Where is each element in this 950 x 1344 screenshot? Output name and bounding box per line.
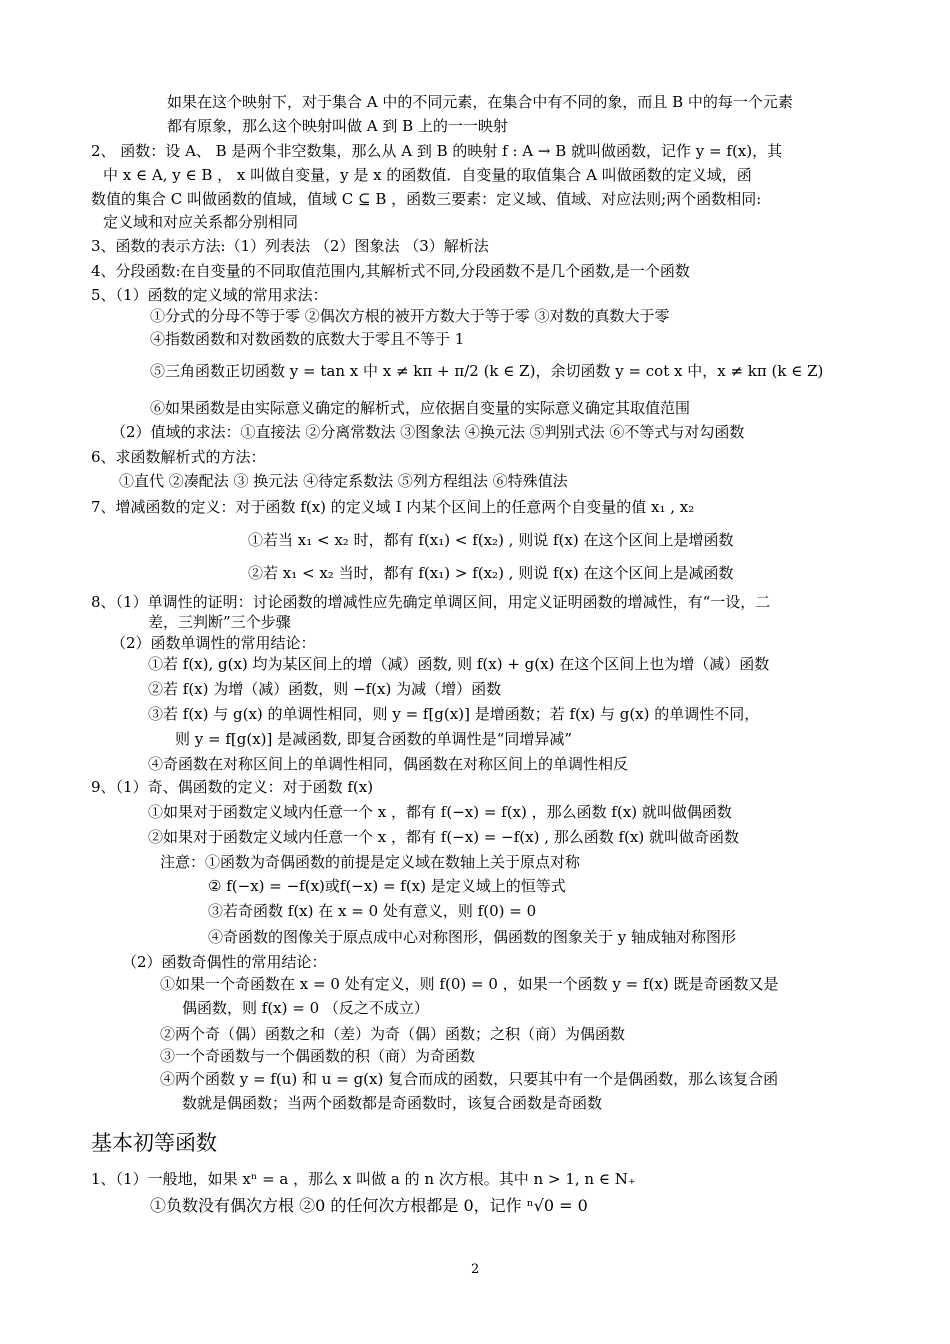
text-line: ③若 f(x) 与 g(x) 的单调性相同，则 y = f[g(x)] 是增函数；若 f(x) 与 g(x) 的单调性不同，: [148, 705, 760, 723]
text-line: ①分式的分母不等于零 ②偶次方根的被开方数大于等于零 ③对数的真数大于零: [150, 307, 670, 325]
text-line: ②若 f(x) 为增（减）函数，则 −f(x) 为减（增）函数: [148, 680, 502, 698]
text-line: ①若 f(x), g(x) 均为某区间上的增（减）函数, 则 f(x) + g(x) 在这个区间上也为增（减）函数: [148, 655, 770, 673]
text-line: 4、分段函数:在自变量的不同取值范围内,其解析式不同,分段函数不是几个函数,是一个函数: [91, 262, 690, 280]
text-line: ①负数没有偶次方根 ②0 的任何次方根都是 0，记作 ⁿ√0 = 0: [150, 1196, 588, 1215]
text-line: ④指数函数和对数函数的底数大于零且不等于 1: [150, 330, 465, 348]
text-line: （2）函数奇偶性的常用结论：: [122, 953, 327, 971]
text-line: ③一个奇函数与一个偶函数的积（商）为奇函数: [160, 1047, 476, 1065]
text-line: ①如果一个奇函数在 x = 0 处有定义，则 f(0) = 0 ，如果一个函数 y = f(x) 既是奇函数又是: [160, 975, 779, 993]
text-line: 则 y = f[g(x)] 是减函数, 即复合函数的单调性是“同增异减”: [175, 730, 573, 748]
section-heading: 基本初等函数: [91, 1131, 217, 1155]
text-line: ②若 x₁ < x₂ 当时，都有 f(x₁) > f(x₂) , 则说 f(x) 在这个区间上是减函数: [248, 564, 734, 582]
text-line: 5、（1）函数的定义域的常用求法：: [91, 286, 328, 304]
text-line: ②两个奇（偶）函数之和（差）为奇（偶）函数；之积（商）为偶函数: [160, 1025, 626, 1043]
text-line: 如果在这个映射下，对于集合 A 中的不同元素，在集合中有不同的象，而且 B 中的每一个元素: [167, 93, 793, 111]
text-line: 中 x ∈ A, y ∈ B ， x 叫做自变量，y 是 x 的函数值．自变量的取值集合 A 叫做函数的定义域，函: [103, 166, 752, 184]
text-line: 1、（1）一般地，如果 xⁿ = a ，那么 x 叫做 a 的 n 次方根。其中 n > 1, n ∈ N₊: [91, 1170, 636, 1188]
text-line: 数就是偶函数；当两个函数都是奇函数时，该复合函数是奇函数: [182, 1094, 603, 1112]
text-line: 6、求函数解析式的方法：: [91, 448, 266, 466]
text-line: ② f(−x) = −f(x)或f(−x) = f(x) 是定义域上的恒等式: [208, 877, 566, 895]
text-line: ④两个函数 y = f(u) 和 u = g(x) 复合而成的函数，只要其中有一个是偶函数，那么该复合函: [160, 1070, 779, 1088]
text-line: 注意：①函数为奇偶函数的前提是定义域在数轴上关于原点对称: [160, 853, 581, 871]
text-line: ⑥如果函数是由实际意义确定的解析式，应依据自变量的实际意义确定其取值范围: [150, 399, 691, 417]
text-line: ①若当 x₁ < x₂ 时，都有 f(x₁) < f(x₂) , 则说 f(x) 在这个区间上是增函数: [248, 531, 734, 549]
text-line: 偶函数，则 f(x) = 0 （反之不成立）: [182, 999, 429, 1017]
text-line: ①直代 ②凑配法 ③ 换元法 ④待定系数法 ⑤列方程组法 ⑥特殊值法: [119, 472, 568, 490]
text-line: 定义域和对应关系都分别相同: [103, 213, 299, 231]
text-line: 9、（1）奇、偶函数的定义：对于函数 f(x): [91, 778, 374, 796]
text-line: 差，三判断”三个步骤: [148, 613, 291, 631]
text-line: 3、函数的表示方法:（1）列表法 （2）图象法 （3）解析法: [91, 237, 489, 255]
text-line: ③若奇函数 f(x) 在 x = 0 处有意义，则 f(0) = 0: [208, 902, 537, 920]
text-line: 7、增减函数的定义：对于函数 f(x) 的定义域 I 内某个区间上的任意两个自变量的值 x₁ , x₂: [91, 498, 695, 516]
text-line: 都有原象，那么这个映射叫做 A 到 B 上的一一映射: [167, 117, 508, 135]
text-line: ①如果对于函数定义域内任意一个 x ，都有 f(−x) = f(x) ，那么函数 f(x) 就叫做偶函数: [148, 803, 732, 821]
text-line: ④奇函数在对称区间上的单调性相同，偶函数在对称区间上的单调性相反: [148, 755, 629, 773]
text-line: （2）值域的求法：①直接法 ②分离常数法 ③图象法 ④换元法 ⑤判别式法 ⑥不等式与对勾函数: [111, 423, 745, 441]
text-line: 8、（1）单调性的证明：讨论函数的增减性应先确定单调区间，用定义证明函数的增减性，有“一设，二: [91, 593, 771, 611]
page-number: 2: [471, 1262, 480, 1277]
text-line: （2）函数单调性的常用结论：: [111, 634, 316, 652]
text-line: 2、 函数：设 A、 B 是两个非空数集，那么从 A 到 B 的映射 f : A → B 就叫做函数，记作 y = f(x)，其: [91, 142, 783, 160]
text-line: ⑤三角函数正切函数 y = tan x 中 x ≠ kπ + π/2 (k ∈ Z)，余切函数 y = cot x 中，x ≠ kπ (k ∈ Z): [150, 362, 824, 380]
text-line: 数值的集合 C 叫做函数的值域，值域 C ⊆ B ，函数三要素：定义域、值域、对应法则;两个函数相同:: [91, 190, 762, 208]
text-line: ④奇函数的图像关于原点成中心对称图形，偶函数的图象关于 y 轴成轴对称图形: [208, 928, 737, 946]
text-line: ②如果对于函数定义域内任意一个 x ，都有 f(−x) = −f(x) , 那么函数 f(x) 就叫做奇函数: [148, 828, 739, 846]
